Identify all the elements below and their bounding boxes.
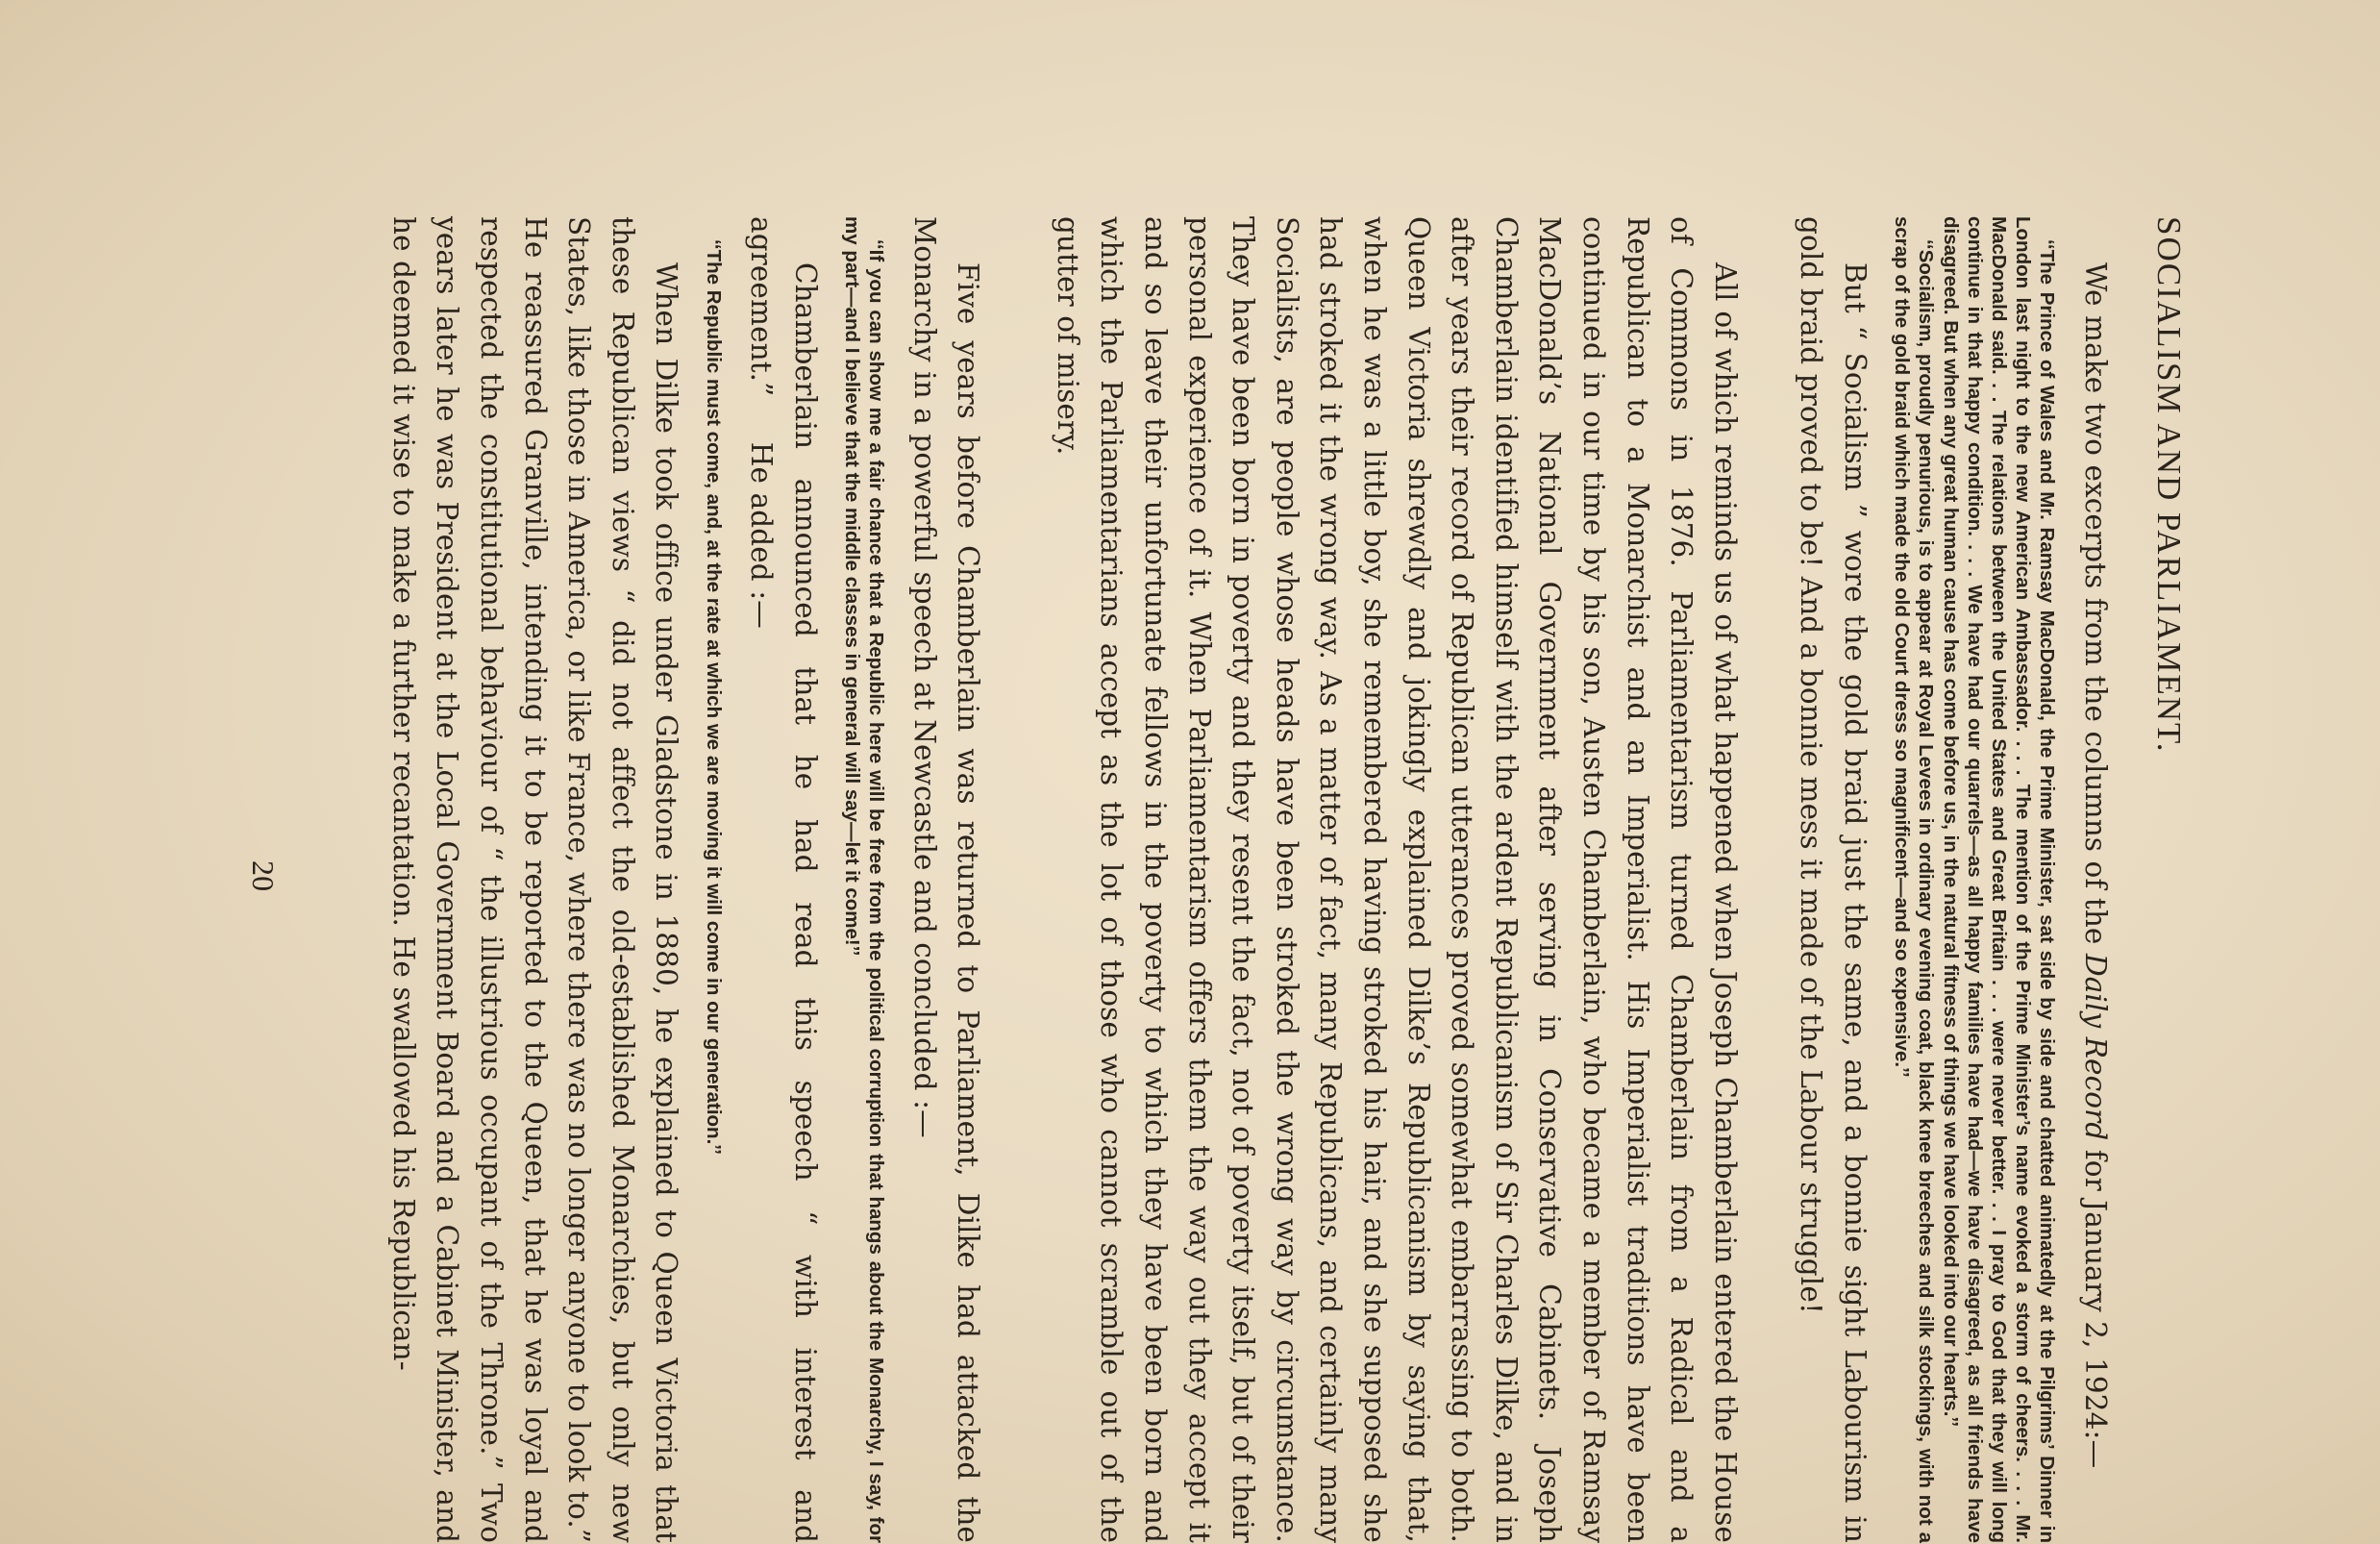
intro-paragraph [2072,216,2117,1543]
paragraph-dilke-newcastle: Five years before Chamberlain was returned to Parliament, Dilke had attacked the Monarchy in a powerful speech at Newcastle and concluded :— [907,216,985,1543]
paragraph-chamberlain-announced [739,216,827,1543]
newspaper-title: Daily Record [2079,953,2112,1141]
paragraph-gold-braid: But “ Socialism ” wore the gold braid just the same, and a bonnie sight Labourism in gold braid proved to be! And a bonnie mess it made of the Labour struggle! [1795,216,1872,1543]
intro-text: We make two excerpts from the columns of the [2079,262,2112,954]
quote-dilke-republic: ‘‘If you can show me a fair chance that a Republic here will be free from the political corruption that hangs about the Monarchy, I say, for my part—and I believe that the middle classes in general will say—let it come!’’ [840,216,888,1543]
quote-prince-of-wales: ‘‘The Prince of Wales and Mr. Ramsay MacDonald, the Prime Minister, sat side by side and chatted animatedly at the Pilgrims’ Dinner in London last night to the new American Ambassador. . . . The mention of the Prime Minister’s name evoked a storm of cheers. . . . Mr. MacDonald said. . . The relations between the United States and Great Britain . . . were never better. . . I pray to God that they will long continue in that happy condition. . . . We have had our quarrels—as all happy families have had—we have disagreed, as all friends have disagreed. But when any great human cause has come before us, in the natural fitness of things we have looked into our hearts.’’ [1939,216,2059,1543]
paragraph-chamberlain: All of which reminds us of what happened when Joseph Chamberlain entered the House of Commons in 1876. Parliamentarism turned Chamberlain from a Radical and a Republican to a Monarchist and an Imperialist. His Imperialist traditions have been continued in our time by his son, Austen Chamberlain, who became a member of Ramsay MacDonald’s National Government after serving in Conservative Cabinets. Joseph Chamberlain identified himself with the ardent Republicanism of Sir Charles Dilke, and in after years their record of Republican utterances proved somewhat embarrassing to both. Queen Victoria shrewdly and jokingly explained Dilke’s Republicanism by saying that, when he was a little boy, she remembered having stroked his hair, and she supposed she had stroked it the wrong way. As a matter of fact, many Republicans, and certainly many Socialists, are people whose heads have been stroked the wrong way by circumstance. They have been born in poverty and they resent the fact, not of poverty itself, but of their personal experience of it. When Parliamentarism offers them the way out they accept it and so leave their unfortunate fellows in the poverty to which they have been born and which the Parliamentarians accept as the lot of those who cannot scramble out of the gutter of misery. [1051,216,1742,1543]
intro-text-end: for January 2, 1924:— [2079,1140,2112,1469]
paragraph-dilke-office: When Dilke took office under Gladstone in 1880, he explained to Queen Victoria that these Republican views “ did not affect the old-established Monarchies, but only new States, like those in America, or like France, where there was no longer anyone to look to.” He reassured Granville, intending it to be reported to the Queen, that he was loyal and respected the constitutional behaviour of “ the illustrious occupant of the Throne.” Two years later he was President at the Local Government Board and a Cabinet Minister, and he deemed it wise to make a further recantation. He swallowed his Republican- [386,216,683,1543]
quote-socialism-levees: ‘‘Socialism, proudly penurious, is to appear at Royal Levees in ordinary evening coat, black knee breeches and silk stockings, with not a scrap of the gold braid which made the old Court dress so magnificent—and so expensive.’’ [1891,216,1938,1543]
added-text: He added :— [745,441,779,629]
quote-republic-must-come: ‘‘The Republic must come, and, at the rate at which we are moving it will come in our generation.’’ [702,239,725,1155]
page-number: 20 [246,860,281,892]
book-page [188,216,2188,1543]
announced-text: Chamberlain announced that he had read this speech “ with interest and agreement.” [745,216,822,1543]
page-title: SOCIALISM AND PARLIAMENT. [2150,216,2188,754]
